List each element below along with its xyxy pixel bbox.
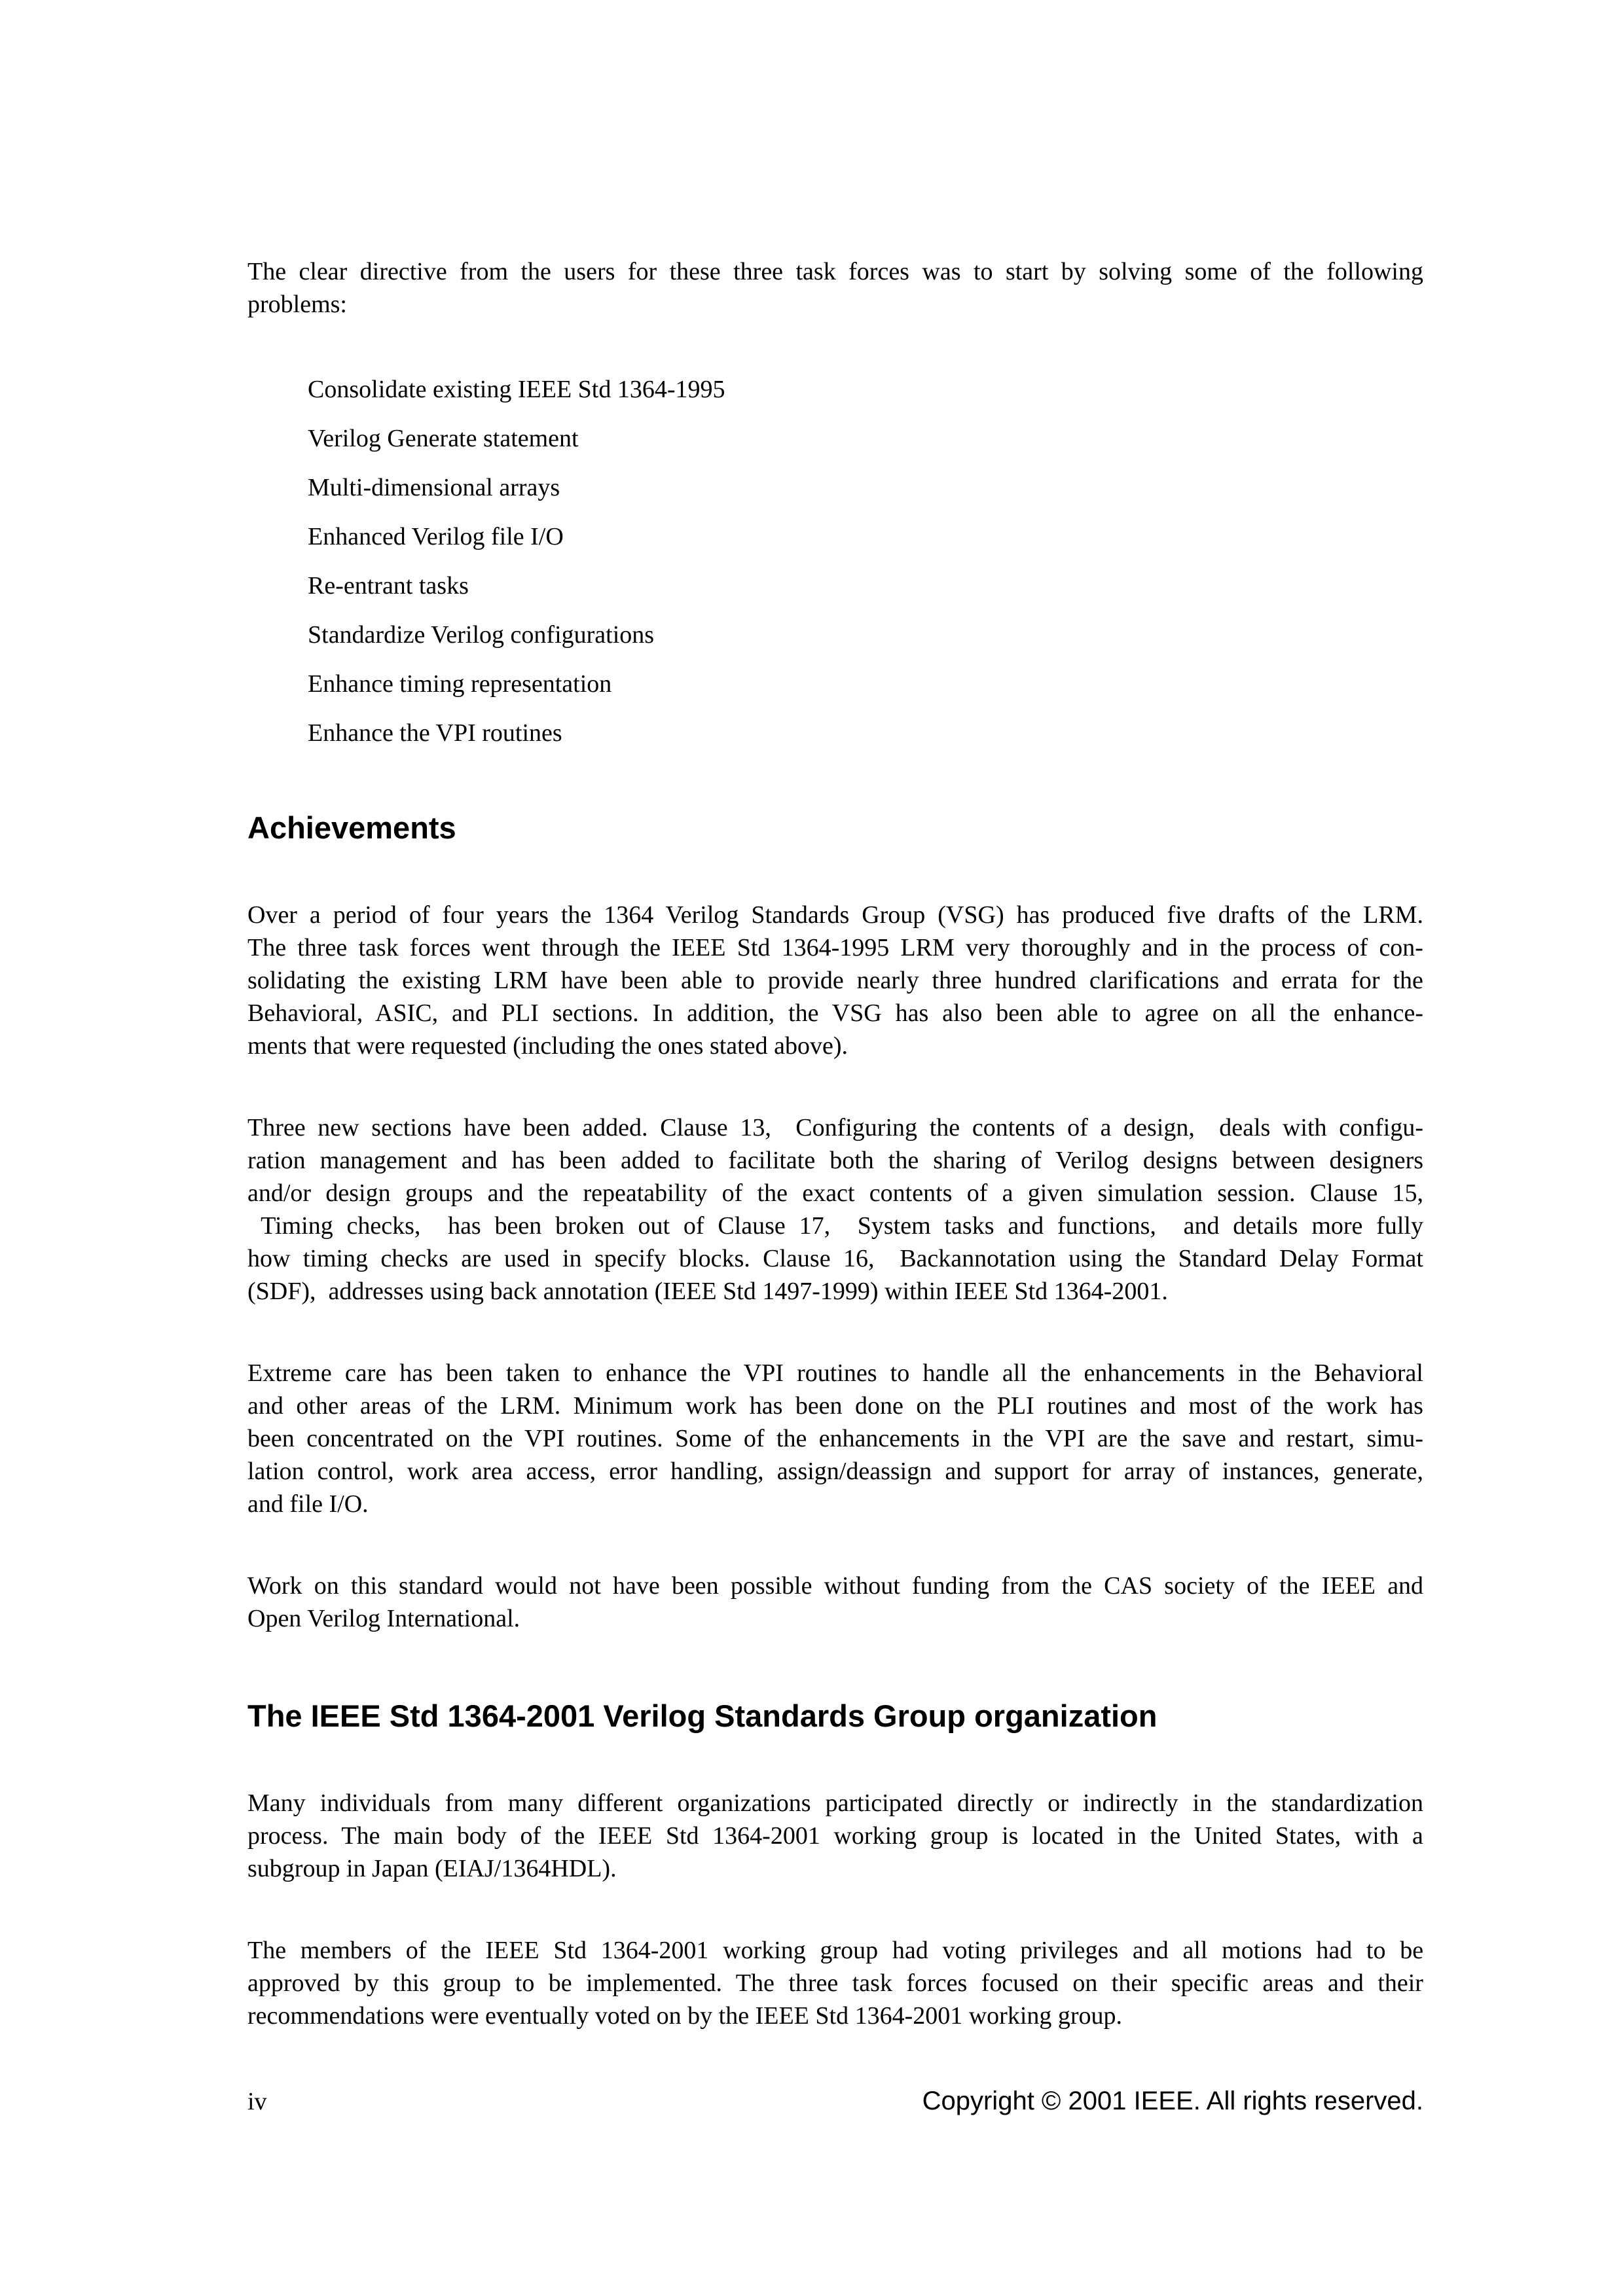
achievements-paragraph-1 — [247, 899, 1423, 1062]
text-line: how timing checks are used in specify blocks. Clause 16, Backannotation using the Standard Delay Format — [247, 1245, 1423, 1272]
list-item: Enhance the VPI routines — [308, 719, 562, 747]
text-line: been concentrated on the VPI routines. Some of the enhancements in the VPI are the save and restart, simu- — [247, 1425, 1423, 1452]
problems-list — [247, 373, 1423, 749]
text-line: ration management and has been added to facilitate both the sharing of Verilog designs between designers — [247, 1147, 1424, 1174]
text-line: recommendations were eventually voted on by the IEEE Std 1364-2001 working group. — [247, 2002, 1123, 2030]
achievements-paragraph-2 — [247, 1111, 1423, 1308]
text-line: ments that were requested (including the ones stated above). — [247, 1032, 848, 1060]
text-line: Behavioral, ASIC, and PLI sections. In addition, the VSG has also been able to agree on all the enhance- — [247, 999, 1424, 1027]
text-line: Over a period of four years the 1364 Verilog Standards Group (VSG) has produced five drafts of the LRM. — [247, 901, 1423, 929]
text-line: problems: — [247, 291, 347, 318]
text-line: and other areas of the LRM. Minimum work has been done on the PLI routines and most of the work has — [247, 1392, 1423, 1420]
organization-paragraph-1 — [247, 1787, 1423, 1885]
text-line: subgroup in Japan (EIAJ/1364HDL). — [247, 1855, 617, 1882]
text-line: process. The main body of the IEEE Std 1364-2001 working group is located in the United States, with a — [247, 1822, 1423, 1850]
intro-paragraph — [247, 255, 1423, 321]
text-line: Extreme care has been taken to enhance the VPI routines to handle all the enhancements in the Behavioral — [247, 1359, 1423, 1387]
text-line: and/or design groups and the repeatability of the exact contents of a given simulation session. Clause 15, — [247, 1179, 1424, 1207]
page-footer — [247, 2085, 1423, 2118]
text-line: and file I/O. — [247, 1490, 369, 1518]
text-line: solidating the existing LRM have been able to provide nearly three hundred clarifications and errata for the — [247, 967, 1423, 994]
section-heading-achievements: Achievements — [247, 810, 456, 845]
text-line: Three new sections have been added. Clause 13, Configuring the contents of a design, deals with configu- — [247, 1114, 1423, 1141]
copyright-notice: Copyright © 2001 IEEE. All rights reserved. — [922, 2087, 1423, 2115]
page-number: iv — [247, 2088, 267, 2115]
text-line: approved by this group to be implemented. The three task forces focused on their specific areas and their — [247, 1969, 1423, 1997]
achievements-paragraph-4 — [247, 1570, 1423, 1635]
text-line: Open Verilog International. — [247, 1605, 520, 1632]
list-item: Consolidate existing IEEE Std 1364-1995 — [308, 376, 725, 403]
section-heading-vsg-organization: The IEEE Std 1364-2001 Verilog Standards Group organization — [247, 1698, 1158, 1733]
text-line: The members of the IEEE Std 1364-2001 working group had voting privileges and all motions had to be — [247, 1937, 1424, 1964]
text-line: Timing checks, has been broken out of Clause 17, System tasks and functions, and details more fully — [247, 1212, 1423, 1240]
text-line: The three task forces went through the IEEE Std 1364-1995 LRM very thoroughly and in the process of con- — [247, 934, 1423, 961]
organization-paragraph-2 — [247, 1934, 1423, 2032]
text-line: Many individuals from many different organizations participated directly or indirectly in the standardization — [247, 1789, 1423, 1817]
list-item: Re-entrant tasks — [308, 572, 469, 600]
text-line: Work on this standard would not have been possible without funding from the CAS society of the IEEE and — [247, 1572, 1424, 1600]
list-item: Multi-dimensional arrays — [308, 474, 560, 501]
list-item: Enhance timing representation — [308, 670, 612, 698]
text-line: The clear directive from the users for these three task forces was to start by solving some of the following — [247, 258, 1423, 285]
text-line: (SDF), addresses using back annotation (IEEE Std 1497-1999) within IEEE Std 1364-2001. — [247, 1278, 1168, 1305]
achievements-paragraph-3 — [247, 1357, 1423, 1520]
text-line: lation control, work area access, error handling, assign/deassign and support for array of instances, generate, — [247, 1458, 1423, 1485]
list-item: Enhanced Verilog file I/O — [308, 523, 564, 550]
list-item: Standardize Verilog configurations — [308, 621, 655, 649]
page-content — [247, 0, 1423, 2118]
list-item: Verilog Generate statement — [308, 425, 579, 452]
